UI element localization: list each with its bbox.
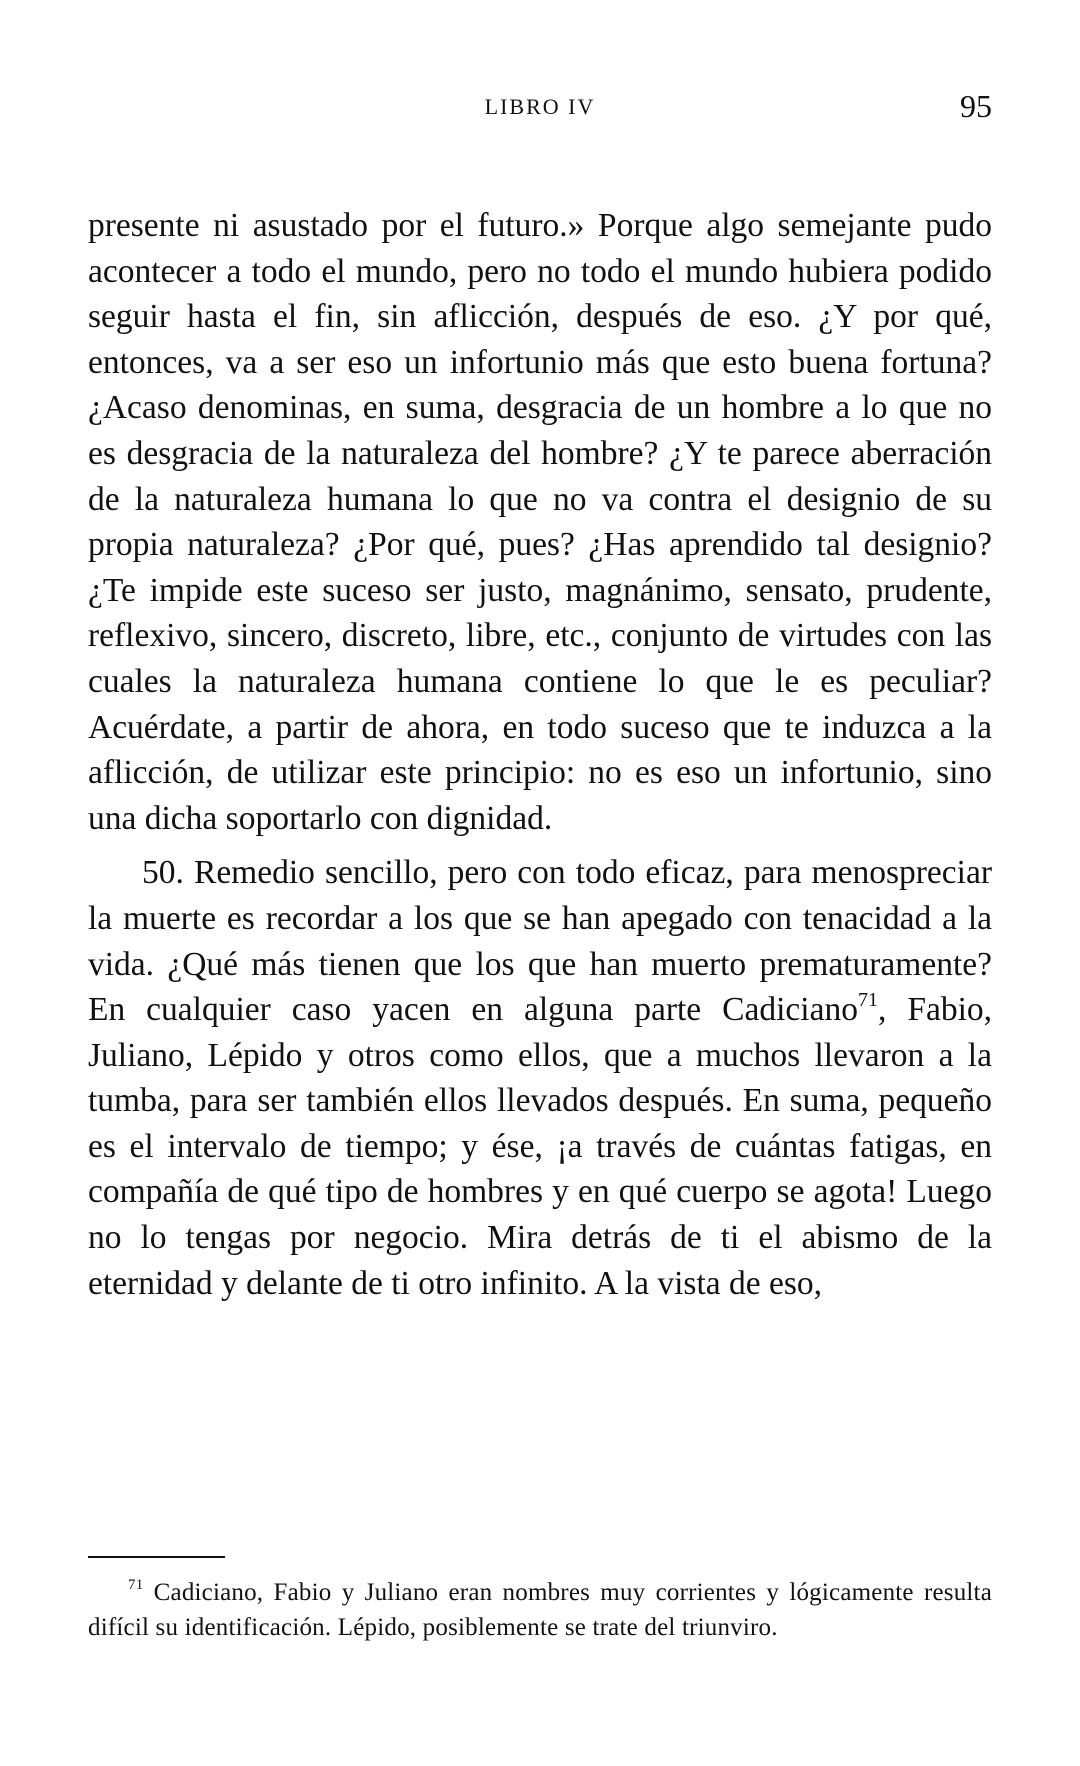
page-number: 95 [960,88,992,124]
footnote [88,1576,992,1645]
footnotes [88,1576,992,1645]
paragraph: presente ni asustado por el futuro.» Porque algo semejante pudo acontecer a todo el mundo, pero no todo el mundo hubiera podido seguir hasta el fin, sin aflicción, después de eso. ¿Y por qué, entonces, va a ser eso un infortunio más que esto buena fortuna? ¿Acaso denominas, en suma, desgracia de un hombre a lo que no es desgracia de la naturaleza del hombre? ¿Y te parece aberración de la naturaleza humana lo que no va contra el designio de su propia naturaleza? ¿Por qué, pues? ¿Has aprendido tal designio? ¿Te impide este suceso ser justo, magnánimo, sensato, prudente, reflexivo, sincero, discreto, libre, etc., conjunto de virtudes con las cuales la naturaleza humana contiene lo que le es peculiar? Acuérdate, a partir de ahora, en todo suceso que te induzca a la aflicción, de utilizar este principio: no es eso un infortunio, sino una dicha soportarlo con dignidad. [88,207,992,837]
footnote-reference[interactable]: 71 [857,989,878,1012]
body-text [88,203,992,1306]
running-title: LIBRO IV [484,94,596,119]
paragraph-50 [88,850,992,1306]
running-header [88,88,992,128]
paragraph-text: , Fabio, Juliano, Lépido y otros como ellos, que a muchos llevaron a la tumba, para ser también ellos llevados después. En suma, pequeño es el intervalo de tiempo; y ése, ¡a través de cuántas fatigas, en compañía de qué tipo de hombres y en qué cuerpo se agota! Luego no lo tengas por negocio. Mira detrás de ti el abismo de la eternidad y delante de ti otro infinito. A la vista de eso, [88,991,992,1302]
footnote-number: 71 [128,1577,144,1593]
paragraph-text: 50. Remedio sencillo, pero con todo eficaz, para menospreciar la muerte es recordar a los que se han apegado con tenacidad a la vida. ¿Qué más tienen que los que han muerto prematuramente? En cualquier caso yacen en alguna parte Cadiciano [88,854,992,1029]
footnote-text: Cadiciano, Fabio y Juliano eran nombres muy corrientes y lógicamente resulta difícil su identificación. Lépido, posiblemente se trate del triunviro. [88,1579,992,1641]
footnote-divider [88,1556,225,1558]
